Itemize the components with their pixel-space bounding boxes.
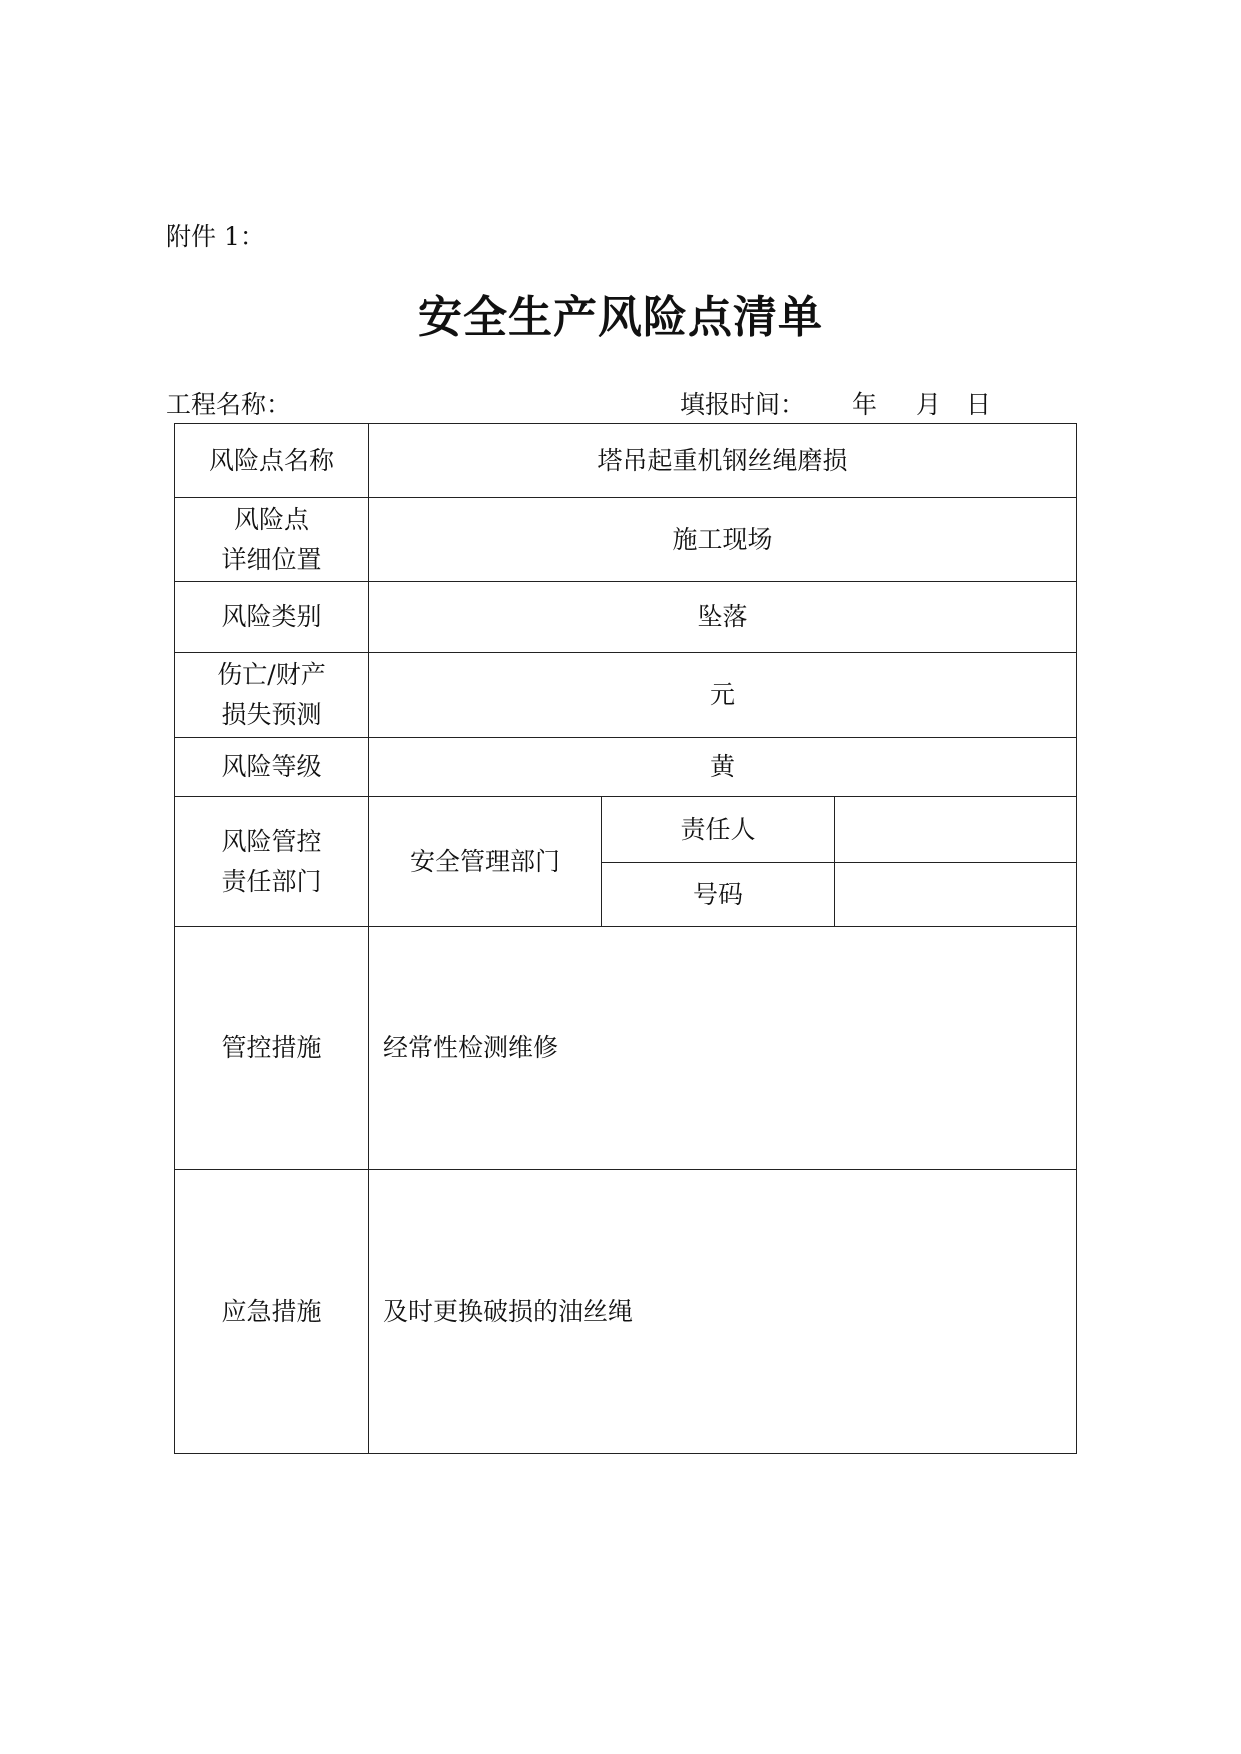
loss-forecast-label-cell bbox=[175, 653, 369, 738]
control-measures-value: 经常性检测维修 bbox=[369, 927, 1077, 1170]
responsibility-label-line2: 责任部门 bbox=[221, 866, 322, 896]
emergency-measures-label: 应急措施 bbox=[175, 1170, 369, 1454]
form-row-responsibility bbox=[175, 797, 1077, 863]
risk-point-form bbox=[174, 423, 1077, 1454]
responsible-department: 安全管理部门 bbox=[369, 797, 602, 927]
category-value: 坠落 bbox=[369, 582, 1077, 653]
day-label: 日 bbox=[966, 390, 992, 419]
fill-time-label: 填报时间： bbox=[680, 390, 806, 419]
form-row-category bbox=[175, 582, 1077, 653]
form-row-risk-level bbox=[175, 738, 1077, 797]
responsible-person-value[interactable] bbox=[835, 797, 1077, 863]
form-row-loss-forecast bbox=[175, 653, 1077, 738]
control-measures-label: 管控措施 bbox=[175, 927, 369, 1170]
form-row-risk-point-name bbox=[175, 424, 1077, 498]
responsibility-label-line1: 风险管控 bbox=[221, 826, 322, 856]
emergency-measures-value: 及时更换破损的油丝绳 bbox=[369, 1170, 1077, 1454]
location-label-cell bbox=[175, 498, 369, 582]
category-label: 风险类别 bbox=[175, 582, 369, 653]
risk-point-name-value: 塔吊起重机钢丝绳磨损 bbox=[369, 424, 1077, 498]
year-label: 年 bbox=[852, 390, 878, 419]
form-row-location bbox=[175, 498, 1077, 582]
risk-level-label: 风险等级 bbox=[175, 738, 369, 797]
risk-level-value: 黄 bbox=[369, 738, 1077, 797]
location-value: 施工现场 bbox=[369, 498, 1077, 582]
responsible-person-label: 责任人 bbox=[602, 797, 835, 863]
loss-forecast-label-line1: 伤亡/财产 bbox=[217, 660, 326, 689]
location-label-line1: 风险点 bbox=[233, 504, 309, 534]
risk-point-name-label: 风险点名称 bbox=[175, 424, 369, 498]
month-label: 月 bbox=[916, 390, 942, 419]
phone-value[interactable] bbox=[835, 863, 1077, 927]
loss-forecast-label-line2: 损失预测 bbox=[221, 700, 322, 729]
responsibility-label-cell bbox=[175, 797, 369, 927]
location-label-line2: 详细位置 bbox=[221, 544, 322, 574]
phone-label: 号码 bbox=[602, 863, 835, 927]
form-row-emergency-measures bbox=[175, 1170, 1077, 1454]
attachment-label: 附件 1： bbox=[166, 222, 265, 251]
loss-forecast-value: 元 bbox=[369, 653, 1077, 738]
project-name-label: 工程名称： bbox=[166, 390, 292, 419]
page-title: 安全生产风险点清单 bbox=[418, 292, 823, 343]
form-row-control-measures bbox=[175, 927, 1077, 1170]
